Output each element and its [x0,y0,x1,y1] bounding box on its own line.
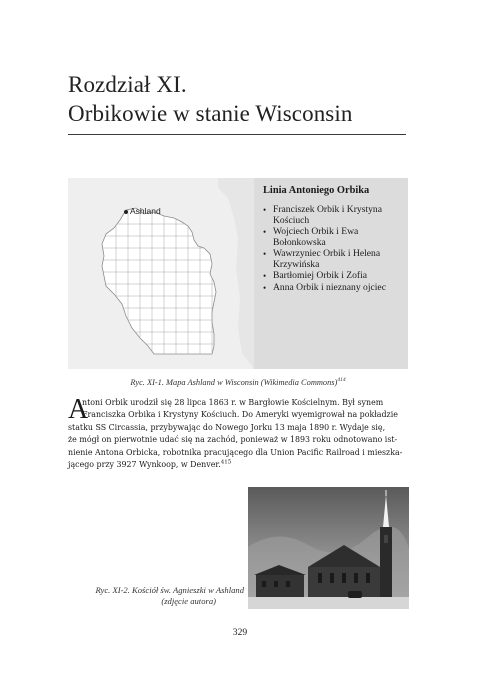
church-photo [248,487,409,609]
page-number: 329 [232,627,248,638]
location-dot-icon [124,210,128,214]
chapter-title [68,70,408,128]
title-rule [68,134,406,135]
wisconsin-map [68,178,254,369]
body-line: statku SS Circassia, przybywając do Nowego Jorku 13 maja 1890 r. Wydaje się, [68,422,386,432]
list-item: • Wojciech Orbik i Ewa Bołonkowska [263,225,359,248]
bullet-icon: • [263,226,267,237]
drop-cap: A [68,394,89,425]
body-paragraph [68,394,408,471]
bullet-icon: • [263,271,267,282]
list-item: • Anna Orbik i nieznany ojciec [263,281,386,293]
figure-map-and-lineage [68,178,408,369]
church-photo-graphic [248,487,409,609]
list-item: • Wawrzyniec Orbik i Helena Krzywińska [263,248,381,270]
figure-caption-2 [68,585,244,607]
figure-caption-1: Ryc. XI-1. Mapa Ashland w Wisconsin (Wikimedia Commons)$^{414}$ [130,377,346,387]
body-line: ntoni Orbik urodził się 28 lipca 1863 r. w Bargłowie Kościelnym. Był synem [82,398,384,407]
wisconsin-map-graphic [68,178,254,369]
caption-2-line-1: Ryc. XI-2. Kościół św. Agnieszki w Ashland [95,585,244,595]
bullet-icon: • [263,249,267,260]
list-item: • Franciszek Orbik i Krystyna Kościuch [263,203,382,226]
car-icon [348,591,362,598]
body-line-last: jącego przy 3927 Wynkoop, w Denver.$^{415}$ [68,459,232,469]
footnote-ref-414: 414 [337,377,346,384]
bullet-icon: • [263,204,267,215]
lineage-title: Linia Antoniego Orbika [263,185,370,196]
body-line: nienie Antona Orbicka, robotnika pracującego dla Union Pacific Railroad i mieszka- [68,447,403,457]
lineage-list [263,205,400,294]
body-line: Franciszka Orbika i Krystyny Kościuch. Do Ameryki wyemigrował na pokładzie [82,410,398,420]
photo-street [248,597,409,609]
lineage-panel [254,178,408,369]
chapter-title-line-1: Rozdział XI. [68,72,187,97]
caption-2-line-2: (zdjęcie autora) [161,595,216,606]
list-item: • Bartłomiej Orbik i Zofia [263,270,368,282]
footnote-ref-415: 415 [220,459,232,466]
chapter-title-line-2: Orbikowie w stanie Wisconsin [68,101,353,126]
bullet-icon: • [263,282,267,293]
map-label-ashland: Ashland [130,206,161,216]
body-line: że mógł on pierwotnie udać się na zachód, ponieważ w 1893 roku odnotowano ist- [68,435,398,445]
